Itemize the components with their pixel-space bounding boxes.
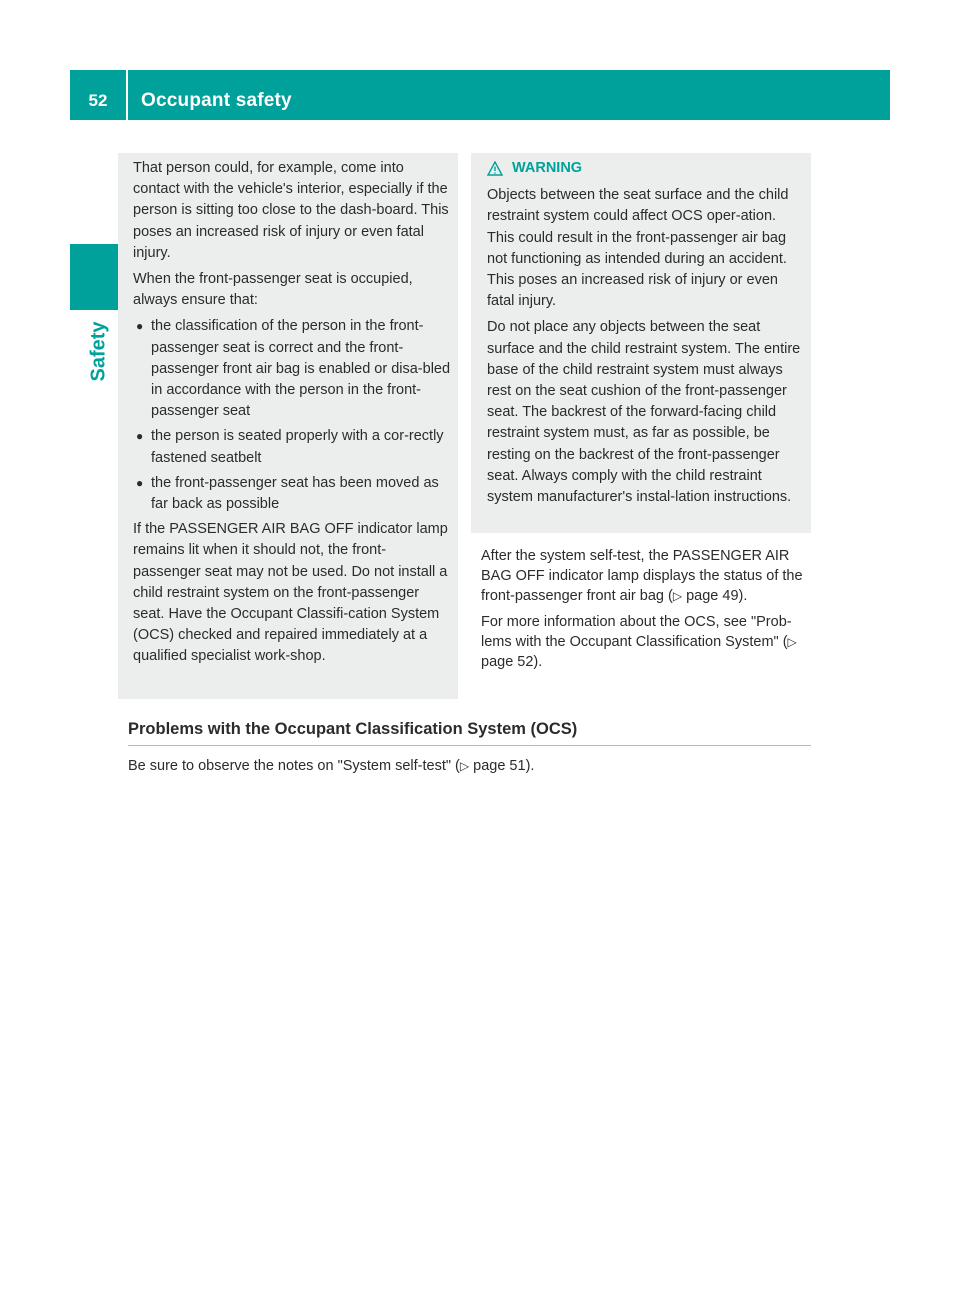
left-para-1: That person could, for example, come into contact with the vehicle's interior, especially if the person is sitting too close to the dash-board. This poses an increased risk of injury or even fatal injury. [133, 160, 449, 261]
warning-triangle-icon [487, 161, 503, 176]
list-item: ● the person is seated properly with a cor-rectly fastened seatbelt [136, 428, 444, 466]
page-reference-arrow-icon: ▷ [672, 589, 683, 603]
warning-box-content [487, 158, 805, 513]
list-item: ● the front-passenger seat has been moved as far back as possible [136, 474, 439, 513]
left-para-2: When the front-passenger seat is occupied, always ensure that: [133, 271, 413, 309]
chapter-tab-label: Safety [87, 320, 110, 382]
list-item: ● the classification of the person in the front-passenger seat is correct and the front-passenger front air bag is enabled or disa-bled in accordance with the person in the front-passenger seat [136, 318, 451, 420]
left-para-3: If the PASSENGER AIR BAG OFF indicator lamp remains lit when it should not, the front-passenger seat may not be used. Do not install a child restraint system on the front-passenger seat. Have the Occupant Classifi-cation System (OCS) checked and repaired immediately at a qualified specialist work-shop. [133, 521, 448, 665]
page-reference-arrow-icon: ▷ [459, 759, 470, 773]
chapter-tab [84, 318, 114, 384]
warning-header [487, 158, 805, 179]
page-link[interactable]: page 52 [481, 654, 534, 670]
warning-title: WARNING [512, 160, 583, 176]
page-link[interactable]: page 51 [473, 758, 526, 774]
bullet-icon: ● [136, 475, 144, 490]
page-reference-arrow-icon: ▷ [787, 635, 797, 649]
section-heading: Problems with the Occupant Classification System (OCS) [128, 720, 811, 746]
info-box-left-content [133, 158, 453, 673]
left-bullet-list [133, 316, 453, 515]
page-number: 52 [88, 91, 108, 110]
main-para-1: After the system self-test, the PASSENGER AIR BAG OFF indicator lamp displays the status of the front-passenger front air bag (▷ page 49). [481, 548, 803, 604]
header-divider [126, 70, 128, 120]
bullet-icon: ● [136, 429, 144, 444]
warning-para-2: Do not place any objects between the seat surface and the child restraint system. The entire base of the child restraint system must always rest on the seat cushion of the front-passenger seat. The backrest of the forward-facing child restraint system must, as far as possible, be resting on the backrest of the front-passenger seat. Always comply with the child restraint system manufacturer's instal-lation instructions. [487, 319, 801, 506]
bullet-icon: ● [136, 319, 144, 334]
main-text [481, 546, 811, 678]
main-para-2: For more information about the OCS, see "Prob-lems with the Occupant Classification System" (▷ page 52). [481, 614, 797, 670]
page-link[interactable]: page 49 [686, 588, 739, 604]
page-title: Occupant safety [141, 90, 292, 111]
section-body: Be sure to observe the notes on "System self-test" (▷ page 51). [128, 758, 535, 774]
warning-para-1: Objects between the seat surface and the child restraint system could affect OCS oper-ation. This could result in the front-passenger air bag not functioning as intended during an accident. This poses an increased risk of injury or even fatal injury. [487, 187, 789, 310]
